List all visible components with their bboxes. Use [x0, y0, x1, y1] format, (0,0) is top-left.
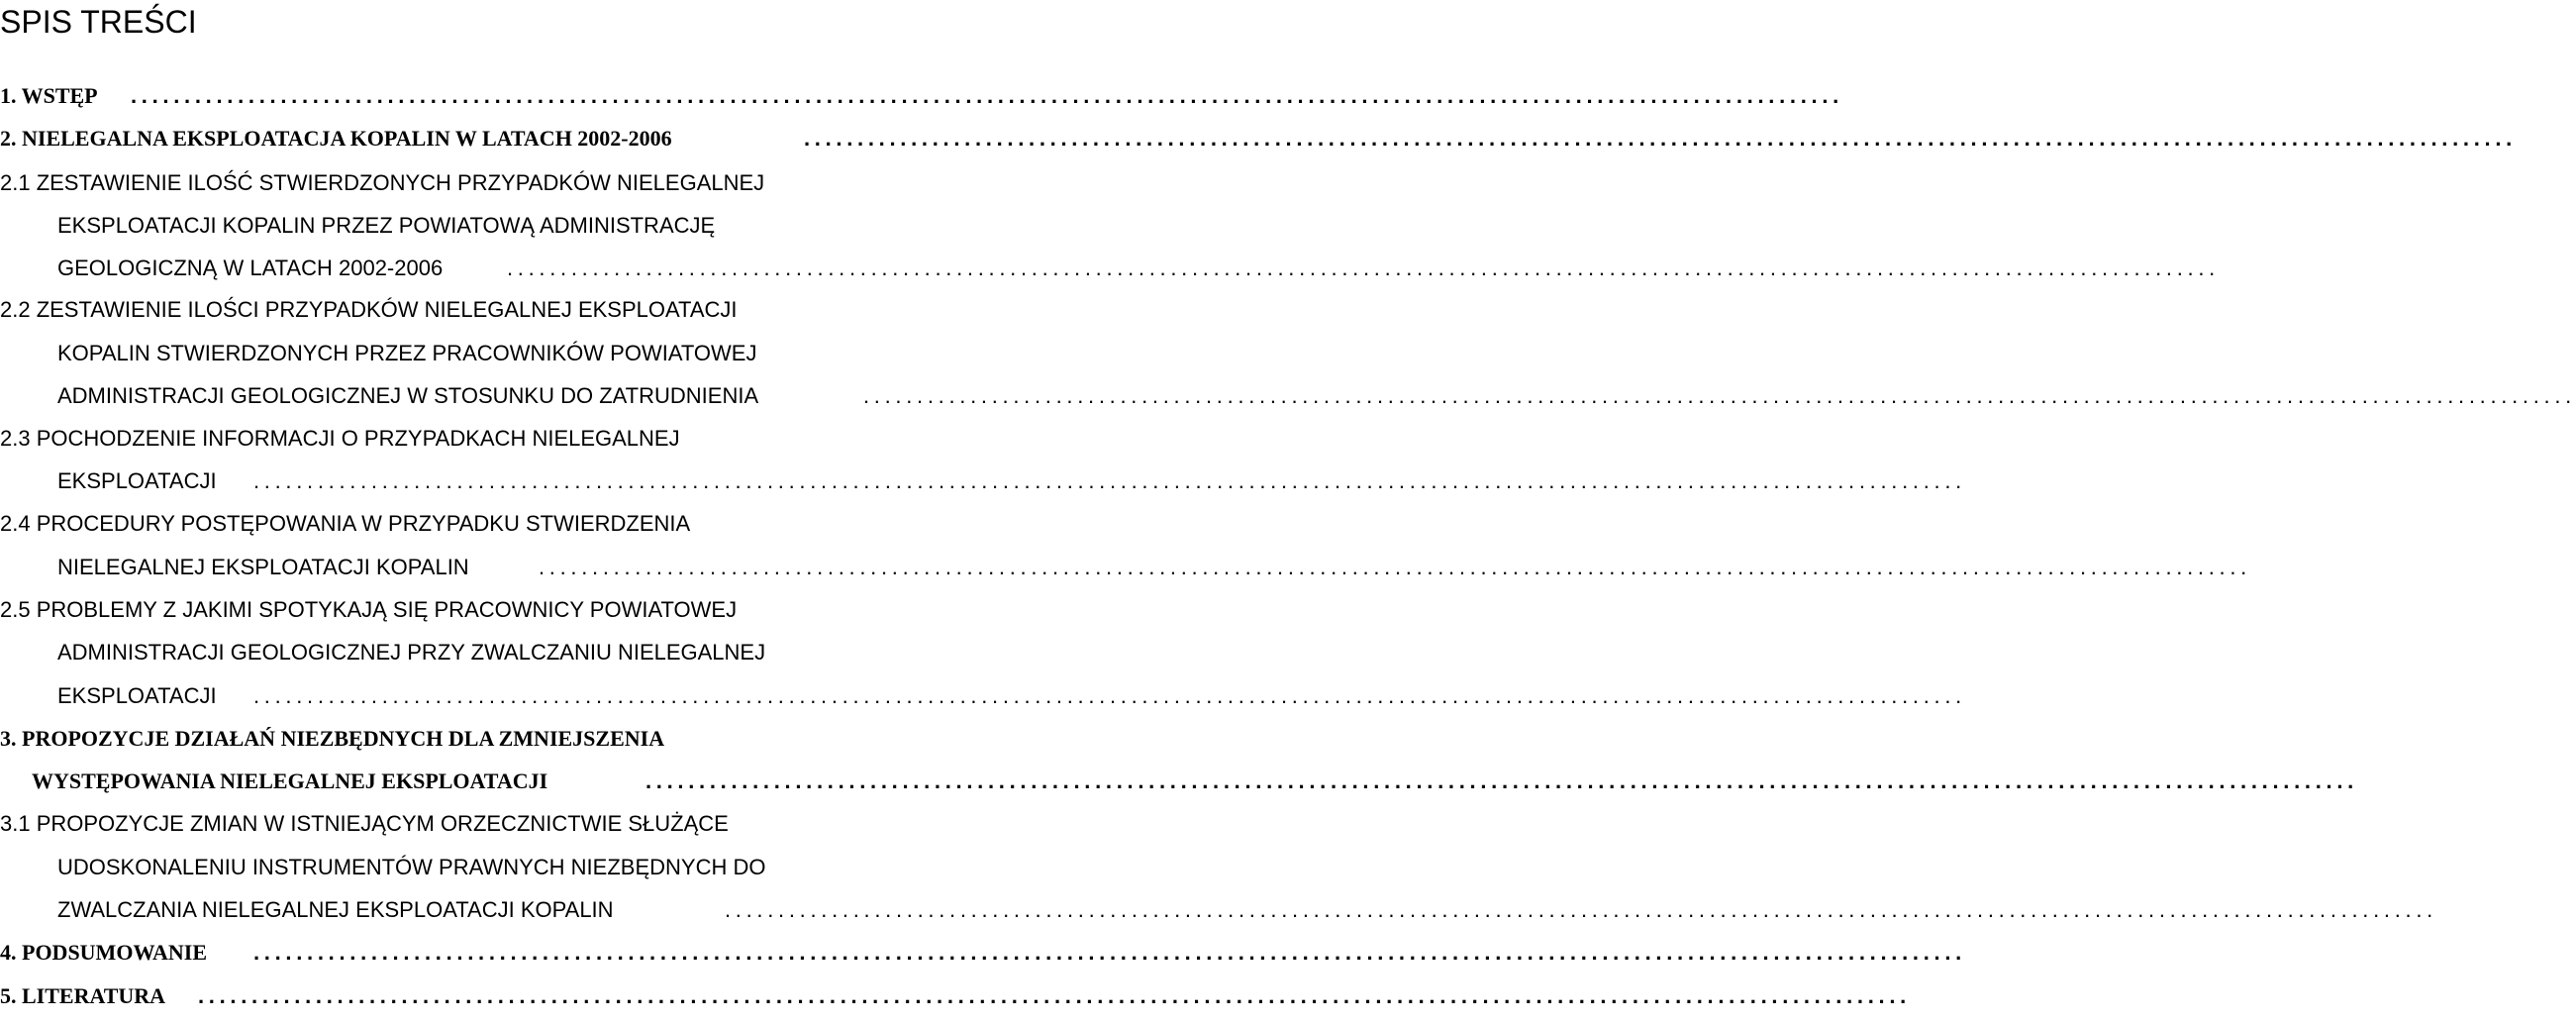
toc-entry-label: EKSPLOATACJI — [57, 468, 217, 493]
toc-entry-label: 2.3 POCHODZENIE INFORMACJI O PRZYPADKACH NIELEGALNEJ — [0, 426, 680, 451]
toc-entry-label: 1. WSTĘP — [0, 83, 98, 108]
toc-entry-label: 3.1 PROPOZYCJE ZMIAN W ISTNIEJĄCYM ORZECZNICTWIE SŁUŻĄCE — [0, 811, 729, 836]
toc-entry-label: ADMINISTRACJI GEOLOGICZNEJ W STOSUNKU DO ZATRUDNIENIA — [57, 383, 759, 408]
toc-entry-label: 3. PROPOZYCJE DZIAŁAŃ NIEZBĘDNYCH DLA ZMNIEJSZENIA — [0, 726, 665, 751]
toc-entry-label: KOPALIN STWIERDZONYCH PRZEZ PRACOWNIKÓW POWIATOWEJ — [57, 341, 757, 365]
toc-entry-label: NIELEGALNEJ EKSPLOATACJI KOPALIN — [57, 555, 469, 579]
toc-entry-label: ADMINISTRACJI GEOLOGICZNEJ PRZY ZWALCZANIU NIELEGALNEJ — [57, 640, 766, 665]
leader-dots: ................................................................................................................................................................ — [863, 383, 2576, 408]
leader-dots: ................................................................................................................................................................ — [253, 940, 1966, 965]
toc-entry-label: ZWALCZANIA NIELEGALNEJ EKSPLOATACJI KOPALIN — [57, 897, 614, 922]
leader-dots: ................................................................................................................................................................ — [131, 83, 1843, 108]
leader-dots: ................................................................................................................................................................ — [804, 126, 2517, 151]
toc-title: SPIS TREŚCI — [0, 4, 197, 40]
toc-entry-label: 5. LITERATURA — [0, 983, 166, 1008]
toc-entry-label: 2.5 PROBLEMY Z JAKIMI SPOTYKAJĄ SIĘ PRACOWNICY POWIATOWEJ — [0, 597, 738, 622]
leader-dots: ................................................................................................................................................................ — [645, 768, 2358, 793]
toc-entry-label: 2. NIELEGALNA EKSPLOATACJA KOPALIN W LATACH 2002-2006 — [0, 126, 672, 151]
leader-dots: ................................................................................................................................................................ — [253, 468, 1966, 493]
toc-entry-label: EKSPLOATACJI — [57, 683, 217, 708]
toc-entry-label: 4. PODSUMOWANIE — [0, 940, 208, 965]
leader-dots: ................................................................................................................................................................ — [253, 683, 1966, 708]
leader-dots: ................................................................................................................................................................ — [507, 256, 2220, 280]
leader-dots: ................................................................................................................................................................ — [198, 983, 1911, 1008]
toc-entry-label: EKSPLOATACJI KOPALIN PRZEZ POWIATOWĄ ADMINISTRACJĘ — [57, 213, 716, 238]
toc-entry-label: 2.2 ZESTAWIENIE ILOŚCI PRZYPADKÓW NIELEGALNEJ EKSPLOATACJI — [0, 297, 738, 322]
toc-entry-label: UDOSKONALENIU INSTRUMENTÓW PRAWNYCH NIEZBĘDNYCH DO — [57, 855, 766, 879]
toc-entry-label: 2.1 ZESTAWIENIE ILOŚĆ STWIERDZONYCH PRZYPADKÓW NIELEGALNEJ — [0, 170, 765, 195]
toc-entry-label: 2.4 PROCEDURY POSTĘPOWANIA W PRZYPADKU STWIERDZENIA — [0, 511, 691, 536]
leader-dots: ................................................................................................................................................................ — [539, 555, 2251, 579]
toc-entry-label: GEOLOGICZNĄ W LATACH 2002-2006 — [57, 256, 444, 280]
leader-dots: ................................................................................................................................................................ — [725, 897, 2437, 922]
toc-entry-label: WYSTĘPOWANIA NIELEGALNEJ EKSPLOATACJI — [32, 768, 548, 793]
